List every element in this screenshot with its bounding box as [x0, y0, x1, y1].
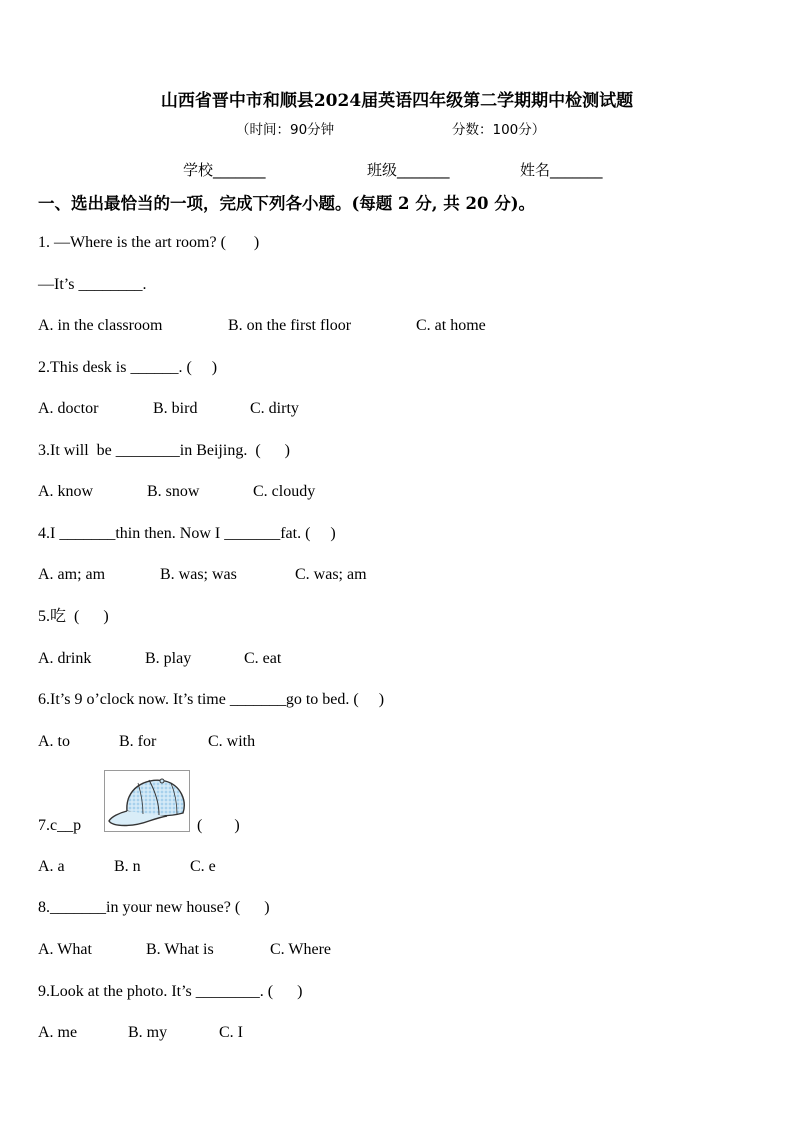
option-b[interactable]: B. n — [114, 858, 141, 875]
option-b[interactable]: B. play — [145, 650, 192, 667]
option-c[interactable]: C. Where — [270, 941, 332, 958]
option-a[interactable]: A. know — [38, 483, 94, 500]
option-a[interactable]: A. a — [38, 858, 65, 875]
option-a[interactable]: A. am; am — [38, 566, 106, 583]
option-c[interactable]: C. I — [219, 1024, 243, 1041]
answer-parentheses: ( ) — [197, 817, 240, 834]
question-stem: 5.吃 ( ) — [38, 608, 109, 625]
option-c[interactable]: C. cloudy — [253, 483, 316, 500]
question-stem: 7.c__p — [38, 817, 82, 834]
exam-time: （时间：90分钟 — [236, 122, 335, 138]
page-title: 山西省晋中市和顺县2024届英语四年级第二学期期中检测试题 — [160, 91, 634, 111]
school-field[interactable]: 学校_______ — [183, 161, 266, 179]
section-heading: 一、选出最恰当的一项，完成下列各小题。(每题 2 分, 共 20 分)。 — [38, 194, 536, 213]
question-stem: 8._______in your new house? ( ) — [38, 899, 270, 916]
class-field[interactable]: 班级_______ — [367, 161, 450, 179]
option-c[interactable]: C. was; am — [295, 566, 367, 583]
cap-icon — [105, 771, 189, 831]
option-a[interactable]: A. me — [38, 1024, 78, 1041]
option-b[interactable]: B. my — [128, 1024, 168, 1041]
option-c[interactable]: C. at home — [416, 317, 486, 334]
option-c[interactable]: C. eat — [244, 650, 282, 667]
option-a[interactable]: A. in the classroom — [38, 317, 163, 334]
question-stem-answer: —It’s ________. — [38, 276, 147, 293]
option-b[interactable]: B. What is — [146, 941, 214, 958]
option-a[interactable]: A. drink — [38, 650, 92, 667]
question-stem: 9.Look at the photo. It’s ________. ( ) — [38, 983, 303, 1000]
exam-score: 分数：100分） — [452, 122, 546, 138]
option-a[interactable]: A. What — [38, 941, 92, 958]
question-stem: 1. —Where is the art room? ( ) — [38, 234, 260, 251]
option-b[interactable]: B. snow — [147, 483, 200, 500]
option-b[interactable]: B. on the first floor — [228, 317, 352, 334]
option-b[interactable]: B. for — [119, 733, 157, 750]
cap-picture — [104, 770, 190, 832]
option-c[interactable]: C. with — [208, 733, 256, 750]
option-a[interactable]: A. doctor — [38, 400, 99, 417]
question-stem: 6.It’s 9 o’clock now. It’s time _______go to bed. ( ) — [38, 691, 385, 708]
question-stem: 3.It will be ________in Beijing. ( ) — [38, 442, 290, 459]
option-b[interactable]: B. was; was — [160, 566, 237, 583]
name-field[interactable]: 姓名_______ — [520, 161, 603, 179]
option-b[interactable]: B. bird — [153, 400, 198, 417]
question-stem: 4.I _______thin then. Now I _______fat. ( ) — [38, 525, 336, 542]
option-c[interactable]: C. e — [190, 858, 216, 875]
question-stem: 2.This desk is ______. ( ) — [38, 359, 218, 376]
option-a[interactable]: A. to — [38, 733, 70, 750]
option-c[interactable]: C. dirty — [250, 400, 299, 417]
